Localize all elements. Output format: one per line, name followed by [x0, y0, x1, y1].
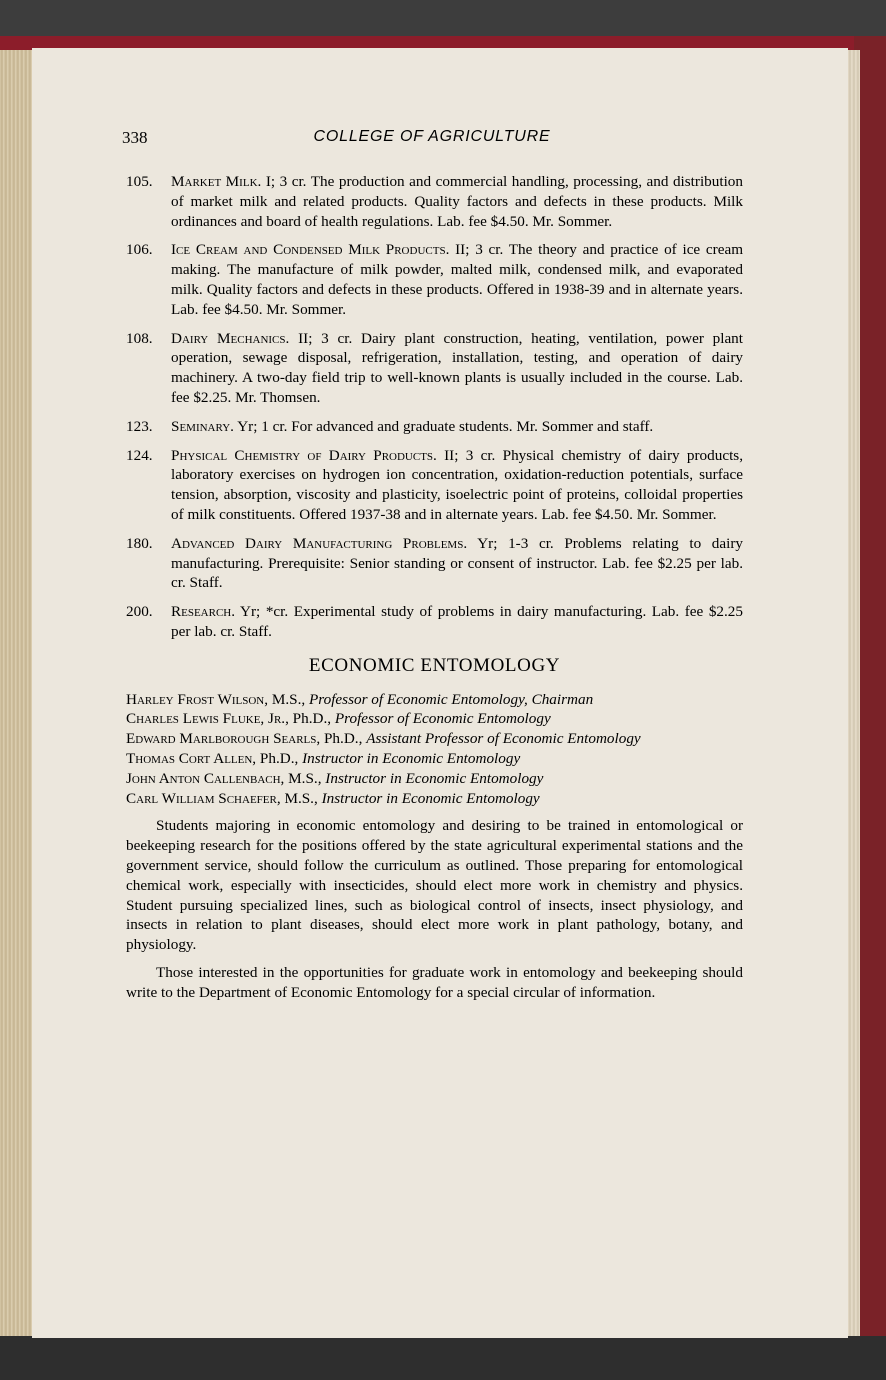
staff-name: Carl William Schaefer,: [126, 789, 281, 807]
section-heading: ECONOMIC ENTOMOLOGY: [308, 654, 561, 676]
staff-entry: [126, 709, 743, 729]
course-text: II; 3 cr. Dairy plant construction, heating, ventilation, power plant operation, sewage disposal, refrigeration, installation, testing, and operation of dairy machinery. A two-day field trip to well-known plants is usually included in the course. Lab. fee $2.25. Mr. Thomsen.: [171, 329, 743, 406]
course-number: 106.: [126, 241, 153, 259]
staff-degree: Ph.D.,: [259, 749, 299, 767]
course-text: Yr; *cr. Experimental study of problems in dairy manufacturing. Lab. fee $2.25 per lab. cr. Staff.: [171, 603, 743, 640]
course-description: [171, 172, 743, 231]
course-entry: [126, 602, 743, 642]
staff-title: Professor of Economic Entomology: [334, 710, 551, 728]
course-title: Advanced Dairy Manufacturing Problems.: [171, 534, 468, 552]
page-number: 338: [122, 128, 148, 147]
staff-name: Charles Lewis Fluke, Jr.,: [126, 710, 289, 728]
staff-entry: [126, 749, 743, 769]
staff-entry: [126, 769, 743, 789]
course-text: II; 3 cr. Physical chemistry of dairy products, laboratory exercises on hydrogen ion concentration, oxidation-reduction potentials, surface tension, absorption, viscosity and plasticity, isoelectric point of proteins, colloidal properties of milk constituents. Offered 1937-38 and in alternate years. Lab. fee $4.50. Mr. Sommer.: [171, 446, 744, 523]
course-title: Research.: [171, 603, 236, 621]
course-description: [171, 446, 743, 525]
course-number: 108.: [126, 329, 153, 347]
course-description: [171, 417, 743, 437]
course-title: Market Milk.: [171, 173, 262, 190]
staff-entry: [126, 789, 743, 809]
staff-degree: M.S.,: [271, 690, 306, 708]
staff-degree: M.S.,: [288, 769, 322, 787]
course-title: Physical Chemistry of Dairy Products.: [171, 446, 437, 464]
staff-title: Instructor in Economic Entomology: [321, 789, 540, 807]
staff-name: Thomas Cort Allen,: [126, 749, 257, 767]
course-number: 123.: [126, 417, 153, 435]
course-description: [171, 329, 743, 408]
page-header: [122, 128, 742, 152]
course-text: II; 3 cr. The theory and practice of ice cream making. The manufacture of milk powder, malted milk, condensed milk, and evaporated milk. Quality factors and defects in these products. Offered in 1938-39 and in alternate years. Lab. fee $4.50. Mr. Sommer.: [171, 241, 744, 318]
staff-entry: [126, 690, 743, 710]
staff-name: Harley Frost Wilson,: [126, 690, 269, 708]
staff-name: Edward Marlborough Searls,: [126, 730, 321, 748]
course-description: [171, 240, 743, 319]
staff-title: Instructor in Economic Entomology: [325, 769, 544, 787]
staff-degree: Ph.D.,: [323, 730, 363, 748]
page-content: [126, 172, 743, 1002]
body-paragraph: Those interested in the opportunities for graduate work in entomology and beekeeping should write to the Department of Economic Entomology for a special circular of information.: [126, 963, 743, 1001]
course-entry: [126, 240, 743, 319]
course-text: I; 3 cr. The production and commercial handling, processing, and distribution of market milk and related products. Quality factors and defects in these products. Milk ordinances and board of health regulations. Lab. fee $4.50. Mr. Sommer.: [171, 173, 743, 230]
staff-title: Professor of Economic Entomology, Chairman: [308, 690, 594, 708]
course-number: 200.: [126, 603, 153, 621]
course-entry: [126, 446, 743, 525]
course-number: 124.: [126, 446, 153, 464]
staff-name: John Anton Callenbach,: [126, 769, 285, 787]
running-title: COLLEGE OF AGRICULTURE: [313, 128, 551, 145]
course-number: 180.: [126, 534, 153, 552]
staff-title: Instructor in Economic Entomology: [302, 749, 521, 767]
page-stack-right: [848, 50, 860, 1340]
course-entry: [126, 534, 743, 593]
staff-entry: [126, 729, 743, 749]
course-description: [171, 602, 743, 642]
course-text: Yr; 1 cr. For advanced and graduate students. Mr. Sommer and staff.: [237, 417, 654, 435]
staff-degree: M.S.,: [284, 789, 318, 807]
staff-degree: Ph.D.,: [292, 710, 332, 728]
course-entry: [126, 329, 743, 408]
course-title: Seminary.: [171, 417, 234, 435]
body-paragraph: Students majoring in economic entomology and desiring to be trained in entomological or beekeeping research for the positions offered by the state agricultural experimental stations and the government service, should follow the curriculum as outlined. Those preparing for entomological chemical work, especially with insecticides, should elect more work in chemistry and physics. Student pursuing specialized lines, such as biological control of insects, insect physiology, and insects in relation to plant diseases, should elect more work in plant pathology, botany, and physiology.: [126, 817, 743, 954]
course-title: Ice Cream and Condensed Milk Products.: [171, 241, 450, 259]
scan-background-top: [0, 0, 886, 38]
course-title: Dairy Mechanics.: [171, 329, 290, 347]
staff-title: Assistant Professor of Economic Entomology: [366, 730, 641, 748]
course-entry: [126, 172, 743, 231]
page-stack-left: [0, 50, 34, 1340]
course-text: Yr; 1-3 cr. Problems relating to dairy manufacturing. Prerequisite: Senior standing or consent of instructor. Lab. fee $2.25 per lab. cr. Staff.: [171, 534, 743, 592]
course-entry: [126, 417, 743, 437]
course-description: [171, 534, 743, 593]
course-number: 105.: [126, 173, 153, 190]
scan-background-bottom: [0, 1336, 886, 1380]
